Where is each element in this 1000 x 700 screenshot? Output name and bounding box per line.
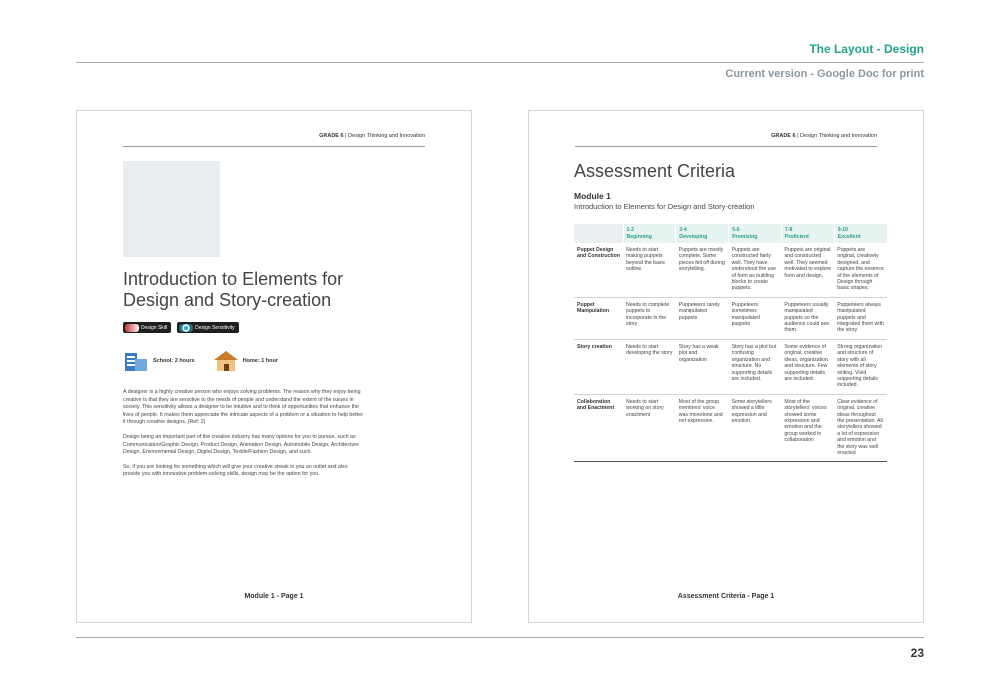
paragraph: So, if you are looking for something which will give your creative streak in you an outlet and also provide you with innovative problem-solving skills, design may be the option for you. [123,463,348,478]
table-cell: Story has a weak plot and organization [676,339,729,394]
table-cell: Puppeteers rarely manipulated puppets [676,297,729,339]
header-divider [76,62,924,63]
body-text [123,389,363,486]
rubric-col-header: 9-10 Excellent [834,224,887,243]
row-criterion: Puppet Manipulation [574,297,623,339]
skill-tags [123,322,239,333]
grade-label: GRADE 6 [319,133,344,139]
rubric-col-header: 7-8 Proficient [781,224,834,243]
row-criterion: Puppet Design and Construction [574,243,623,297]
page-header-divider [575,146,877,147]
home-time-label: Home: 1 hour [242,358,279,364]
page-footer: Assessment Criteria - Page 1 [677,593,775,600]
header-title: The Layout - Design [809,42,924,56]
eye-icon [179,324,193,332]
paragraph: Design being an important part of the creative industry has many options for you to pursue, such as Communication/Graphic Design, Product Design, Animation Design, Automobile Design, Architecture Design, Environmental Design, Digital Design, Textile/Fashion Design, and such. [123,433,360,456]
header-separator: | [797,133,799,139]
tag-design-skill [123,322,171,333]
assessment-title: Assessment Criteria [574,161,736,181]
rubric-col-header: 1-2 Beginning [623,224,676,243]
table-cell: Some storytellers showed a little expression and emotion. [729,394,782,462]
table-cell: Puppeteers usually manipulated puppets so the audience could see them. [781,297,834,339]
table-cell: Needs to start working on story enactment [623,394,676,462]
table-cell: Strong organization and structure of story with all elements of story writing. Vivid supporting details included. [834,339,887,394]
course-label: Design Thinking and Innovation [800,133,877,139]
footer-divider [76,637,924,638]
page-header [771,133,877,139]
house-icon [213,349,239,373]
table-cell: Puppets are mostly complete. Some pieces fell off during storytelling. [676,243,729,297]
table-cell: Needs to complete puppets to incorporate in the story [623,297,676,339]
table-cell: Puppets are constructed fairly well. They have understood the use of form as building blocks to create puppets. [729,243,782,297]
page-footer: Module 1 - Page 1 [244,593,304,600]
table-cell: Some evidence of original, creative ideas, organization and structure. Few supporting details are included. [781,339,834,394]
tag-design-sensitivity [177,322,238,333]
lesson-title-line1: Introduction to Elements for [123,269,344,289]
rubric-col-header: 3-4 Developing [676,224,729,243]
table-cell: Most of the storytellers' voices showed some expression and emotion and the group worked in collaboration [781,394,834,462]
table-cell: Needs to start developing the story [623,339,676,394]
tag-label: Design Sensitivity [195,324,235,331]
page-header [319,133,425,139]
table-row [574,297,887,339]
home-time [213,349,278,373]
table-cell: Clear evidence of original, creative ideas throughout the presentation. All storytellers showed a lot of expression and emotion and the story was well enacted [834,394,887,462]
grade-label: GRADE 6 [771,133,796,139]
course-label: Design Thinking and Innovation [348,133,425,139]
school-time-label: School: 2 hours [153,358,195,364]
hand-draw-icon [125,324,139,332]
table-row [574,339,887,394]
page-number: 23 [910,646,924,660]
tag-label: Design Skill [141,324,168,331]
header-separator: | [345,133,347,139]
lesson-title-line2: Design and Story-creation [123,290,332,310]
table-cell: Most of the group members' voice was monotone and not expressive. [676,394,729,462]
table-cell: Puppeteers always manipulated puppets and integrated them with the story [834,297,887,339]
table-cell: Puppets are original, creatively designed, and capture the essence of the elements of Design through basic shapes. [834,243,887,297]
rubric-header-row [574,224,887,243]
row-criterion: Collaboration and Enactment [574,394,623,462]
table-row [574,243,887,297]
page-header-divider [123,146,425,147]
table-row [574,394,887,462]
time-estimates [123,349,278,373]
table-cell: Puppets are original and constructed well. They seemed motivated to explore form and design. [781,243,834,297]
header-subtitle: Current version - Google Doc for print [725,68,924,80]
paragraph: A designer is a highly creative person who enjoys solving problems. The reason why they enjoy being creative is that they are sensitive to the needs of people and understand the extent of the issues in society. This sensitivity allows a designer to be intuitive and to think of opportunities that enhance the lives of people. It makes them appreciate the intricate aspects of a problem or a situation to help better it through creative designs. (Ref: 2) [123,389,363,426]
table-cell: Story has a plot but confusing organization and structure. No supporting details are included. [729,339,782,394]
module-subtitle: Introduction to Elements for Design and Story-creation [574,202,755,211]
right-page [528,110,924,623]
lesson-title [123,269,423,311]
table-cell: Needs to start making puppets beyond the basic outline. [623,243,676,297]
rubric-col-header: 5-6 Promising [729,224,782,243]
rubric-corner-cell [574,224,623,243]
school-time [123,349,195,373]
module-title: Module 1 [574,191,611,201]
row-criterion: Story creation [574,339,623,394]
school-building-icon [123,349,149,373]
left-page [76,110,472,623]
table-cell: Puppeteers sometimes manipulated puppets [729,297,782,339]
image-placeholder [123,161,220,257]
rubric-table [574,224,887,462]
